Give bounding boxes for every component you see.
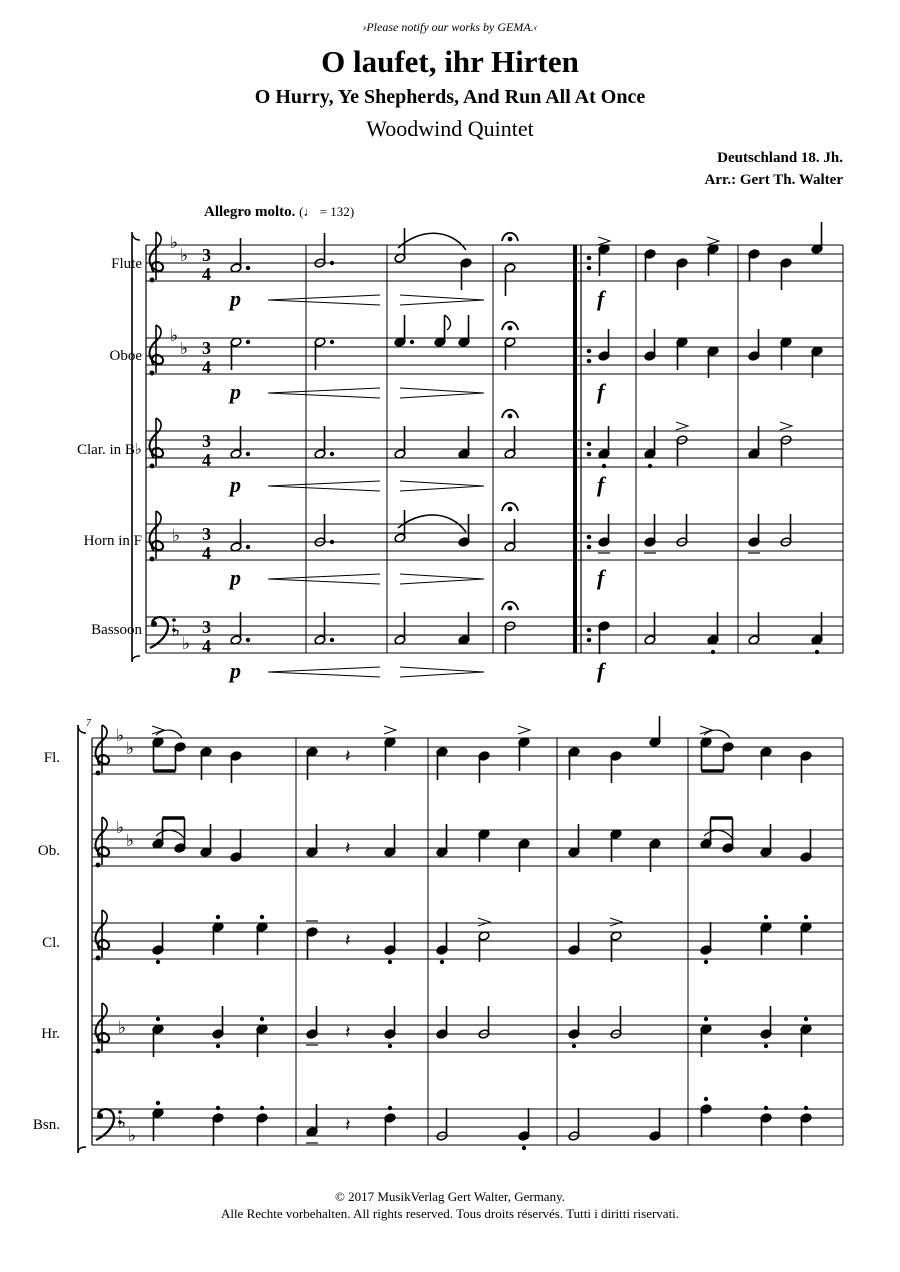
page-subtitle: O Hurry, Ye Shepherds, And Run All At Once (254, 86, 646, 108)
treble-clef-icon (96, 725, 110, 776)
bsn-notes (152, 1098, 812, 1150)
svg-text:𝄽: 𝄽 (345, 930, 351, 950)
svg-text:4: 4 (202, 357, 211, 377)
svg-text:♭: ♭ (172, 526, 181, 545)
svg-text:4: 4 (202, 636, 211, 656)
svg-text:♭: ♭ (170, 233, 179, 252)
svg-text:4: 4 (202, 450, 211, 470)
quarter-note-icon: ♩ (303, 204, 317, 219)
gema-notice: ›Please notify our works by GEMA.‹ (362, 20, 538, 34)
dynamic-mark: f (597, 565, 605, 590)
treble-clef-icon (150, 418, 164, 469)
instrument-label-hr: Hr. (41, 1026, 60, 1042)
svg-text:3: 3 (202, 524, 211, 544)
ensemble-name: Woodwind Quintet (366, 116, 534, 141)
dynamic-mark: f (597, 379, 605, 404)
staff-cl (92, 923, 843, 959)
svg-text:♭: ♭ (172, 621, 181, 640)
system-1-bracket (132, 232, 140, 662)
flute-notes (230, 222, 823, 296)
svg-text:♭: ♭ (116, 726, 125, 745)
dynamic-mark: p (230, 658, 241, 683)
dynamic-mark: f (597, 472, 605, 497)
svg-text:𝄽: 𝄽 (345, 838, 351, 858)
fl-notes (152, 716, 812, 783)
svg-text:𝄽: 𝄽 (345, 1022, 351, 1042)
instrument-label-cl: Cl. (42, 935, 60, 951)
treble-clef-icon (150, 232, 164, 283)
svg-text:♭: ♭ (128, 1126, 137, 1145)
copyright-footer (0, 1188, 900, 1222)
instrument-label-horn: Horn in F (83, 533, 142, 549)
time-signature (202, 245, 211, 656)
treble-clef-icon (150, 325, 164, 376)
hairpins-system-1 (268, 295, 484, 677)
composer-origin: Deutschland 18. Jh. (717, 150, 843, 166)
page-title: O laufet, ihr Hirten (321, 44, 579, 79)
measure-number: 7 (86, 718, 91, 729)
key-signature-flat-icon (170, 233, 190, 653)
treble-clef-icon (96, 910, 110, 961)
tempo-text: Allegro molto. (204, 204, 296, 220)
svg-text:♭: ♭ (126, 831, 135, 850)
svg-text:♭: ♭ (180, 246, 189, 265)
dynamics-system-1 (228, 286, 607, 683)
instrument-label-clarinet: Clar. in B♭ (77, 442, 142, 458)
clarinet-notes (230, 410, 792, 468)
dynamic-mark: p (230, 286, 241, 311)
svg-text:4: 4 (202, 543, 211, 563)
dynamic-mark: f (597, 658, 605, 683)
treble-clef-icon (150, 511, 164, 562)
metronome-value: = 132 (319, 204, 350, 219)
dynamic-mark: p (230, 565, 241, 590)
metronome-close-paren: ) (349, 204, 355, 219)
metronome-open-paren: ( (299, 204, 304, 219)
svg-text:♭: ♭ (116, 818, 125, 837)
svg-text:3: 3 (202, 617, 211, 637)
svg-text:3: 3 (202, 338, 211, 358)
svg-text:♭: ♭ (118, 1018, 127, 1037)
svg-text:3: 3 (202, 431, 211, 451)
svg-text:3: 3 (202, 245, 211, 265)
staff-bsn (92, 1109, 843, 1145)
rights-line: Alle Rechte vorbehalten. All rights reserved. Tous droits réservés. Tutti i diritti riservati. (220, 1206, 680, 1221)
svg-text:♭: ♭ (126, 739, 135, 758)
horn-notes (230, 503, 792, 553)
instrument-label-oboe: Oboe (109, 348, 142, 364)
treble-clef-icon (96, 1003, 110, 1054)
instrument-label-bsn: Bsn. (32, 1117, 60, 1133)
dynamic-mark: f (597, 286, 605, 311)
svg-text:♭: ♭ (182, 634, 191, 653)
svg-text:♭: ♭ (118, 1113, 127, 1132)
arranger-credit: Arr.: Gert Th. Walter (704, 172, 843, 188)
instrument-label-flute: Flute (111, 256, 142, 272)
hr-notes (152, 1006, 812, 1057)
staff-hr (92, 1016, 843, 1052)
svg-text:4: 4 (202, 264, 211, 284)
instrument-label-ob: Ob. (37, 843, 60, 859)
instrument-label-fl: Fl. (43, 750, 60, 766)
svg-text:𝄽: 𝄽 (345, 746, 351, 766)
bassoon-notes (230, 602, 823, 654)
treble-clef-icon (96, 817, 110, 868)
ob-notes (152, 818, 812, 872)
svg-text:𝄽: 𝄽 (345, 1115, 351, 1135)
key-signature-flat-icon (116, 726, 136, 1145)
dynamic-mark: p (230, 379, 241, 404)
copyright-line: © 2017 MusikVerlag Gert Walter, Germany. (335, 1189, 565, 1204)
dynamic-mark: p (230, 472, 241, 497)
system-2-bracket (78, 725, 86, 1153)
svg-text:♭: ♭ (170, 326, 179, 345)
instrument-label-bassoon: Bassoon (91, 622, 142, 638)
svg-text:♭: ♭ (180, 339, 189, 358)
